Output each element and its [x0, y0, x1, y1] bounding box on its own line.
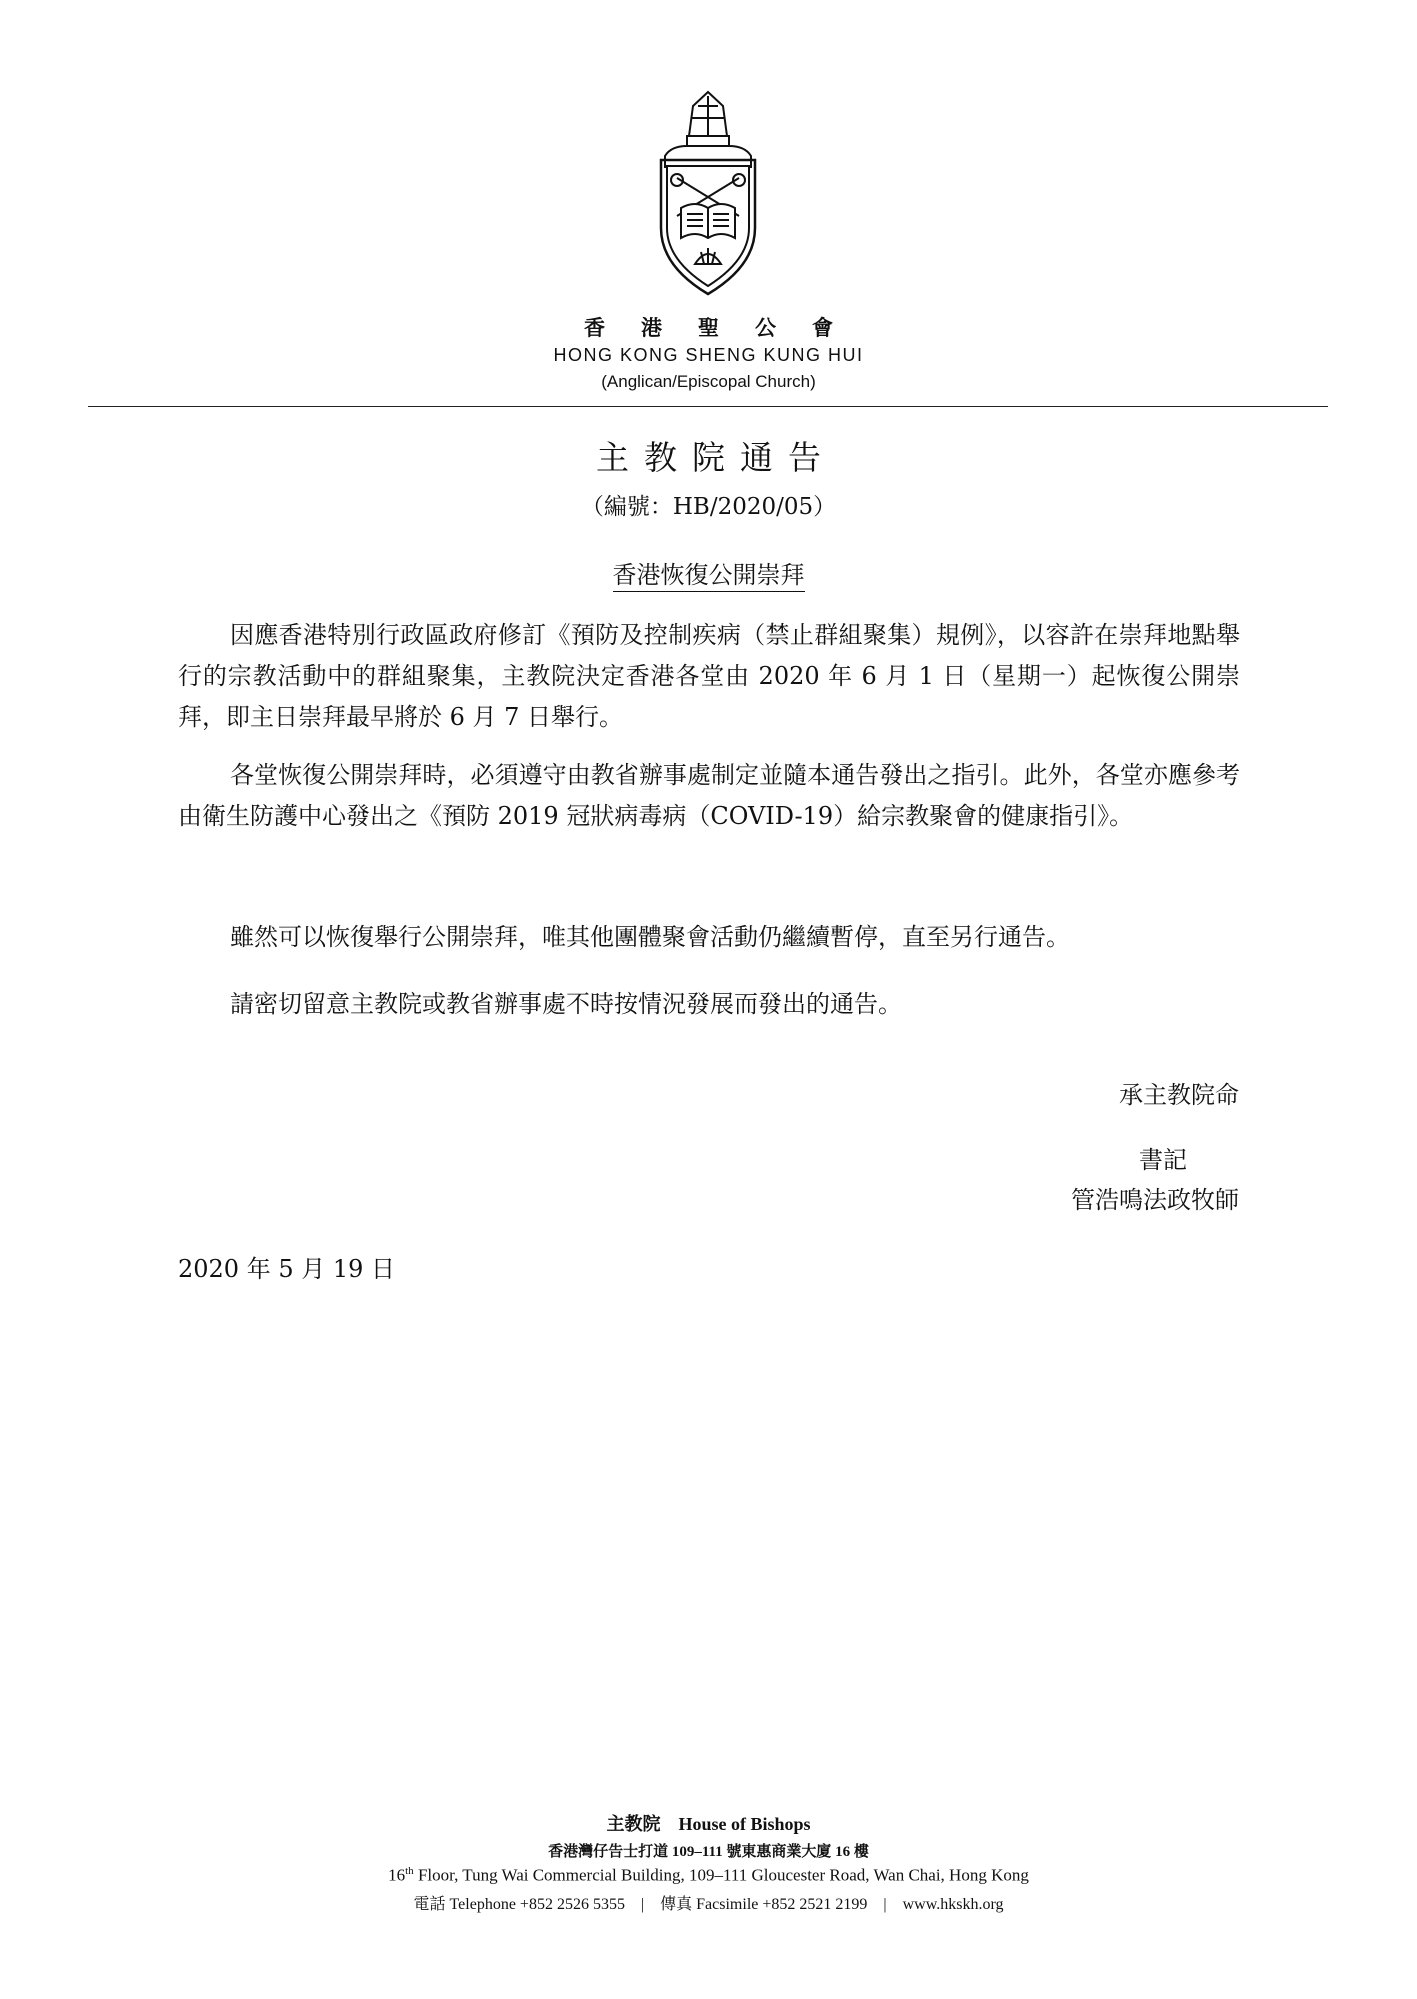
church-crest-logo — [643, 88, 773, 298]
signatory-name: 管浩鳴法政牧師 — [1071, 1186, 1239, 1214]
body-paragraph-3: 雖然可以恢復舉行公開崇拜，唯其他團體聚會活動仍繼續暫停，直至另行通告。 — [230, 923, 1070, 951]
body-paragraph-4: 請密切留意主教院或教省辦事處不時按情況發展而發出的通告。 — [230, 990, 902, 1018]
footer-organization: 主教院 House of Bishops — [606, 1814, 811, 1834]
signature-authority: 承主教院命 — [1119, 1081, 1239, 1109]
footer-floor-number: 16 — [388, 1865, 406, 1885]
notice-date: 2020 年 5 月 19 日 — [178, 1255, 396, 1283]
signatory-title: 書記 — [1139, 1146, 1187, 1174]
church-denomination: (Anglican/Episcopal Church) — [601, 372, 816, 391]
notice-subject — [0, 555, 1417, 590]
footer-address-english — [0, 1865, 1417, 1886]
notice-reference-number: （編號：HB/2020/05） — [580, 494, 837, 520]
footer-contact: 電話 Telephone +852 2526 5355 | 傳真 Facsimile +852 2521 2199 | www.hkskh.org — [413, 1896, 1004, 1913]
footer-address-chinese: 香港灣仔告士打道 109–111 號東惠商業大廈 16 樓 — [548, 1844, 869, 1860]
church-name-chinese: 香港聖公會 — [584, 316, 869, 340]
church-name-english: HONG KONG SHENG KUNG HUI — [553, 345, 864, 365]
footer-address-text: Floor, Tung Wai Commercial Building, 109–111 Gloucester Road, Wan Chai, Hong Kong — [413, 1865, 1029, 1885]
notice-title: 主教院通告 — [596, 438, 836, 477]
footer-floor-suffix: th — [405, 1865, 414, 1877]
header-divider — [88, 406, 1328, 407]
body-paragraph-1: 因應香港特別行政區政府修訂《預防及控制疾病（禁止群組聚集）規例》，以容許在崇拜地點舉行的宗教活動中的群組聚集，主教院決定香港各堂由 2020 年 6 月 1 日（星期一）起恢復公開崇拜，即主日崇拜最早將於 6 月 7 日舉行。 — [178, 621, 1240, 731]
notice-subject-text: 香港恢復公開崇拜 — [613, 561, 805, 592]
body-paragraph-2: 各堂恢復公開崇拜時，必須遵守由教省辦事處制定並隨本通告發出之指引。此外，各堂亦應參考由衛生防護中心發出之《預防 2019 冠狀病毒病（COVID-19）給宗教聚會的健康指引》。 — [178, 761, 1240, 830]
